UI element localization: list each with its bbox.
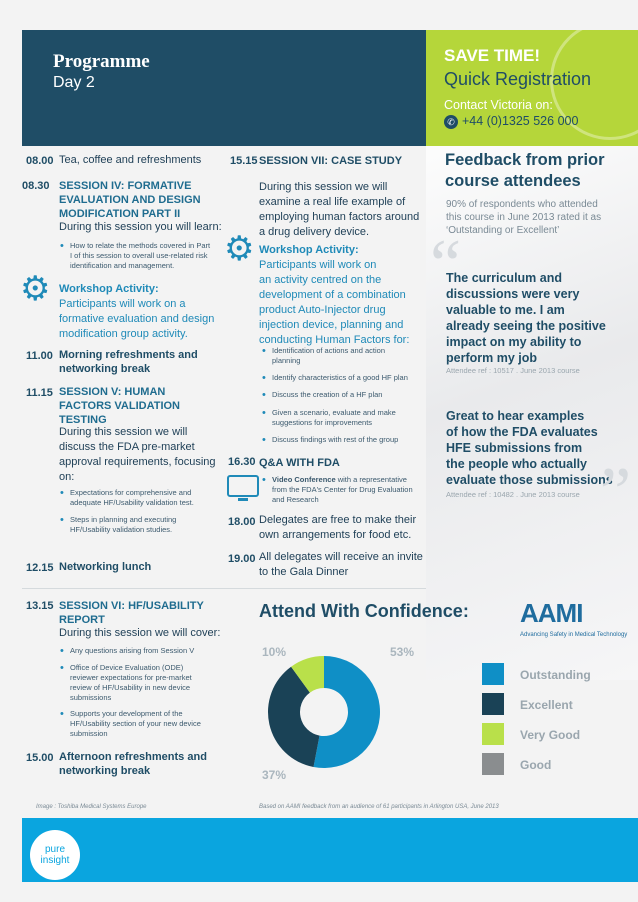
time-1515: 15.15 xyxy=(230,155,258,167)
time-1900: 19.00 xyxy=(228,553,256,565)
bullet-item: • How to relate the methods covered in Part I of this session to overall use-related risk identification and management. xyxy=(70,241,210,271)
quote-line: the people who actually xyxy=(446,457,587,471)
pure-insight-logo: pure insight xyxy=(30,830,80,880)
monitor-icon xyxy=(226,474,260,504)
footer-bar xyxy=(22,818,638,882)
legend-label: Good xyxy=(520,758,552,772)
time-0800: 08.00 xyxy=(26,155,54,167)
time-0830: 08.30 xyxy=(22,180,50,192)
divider xyxy=(22,588,426,589)
programme-day: Day 2 xyxy=(53,74,95,91)
quote-line: already seeing the positive xyxy=(446,319,606,333)
session-title: Networking lunch xyxy=(59,561,152,573)
session-description: All delegates will receive an invite to the Gala Dinner xyxy=(259,551,423,578)
testimonial-quote xyxy=(446,408,613,488)
rating-donut-chart xyxy=(266,642,426,782)
legend-label: Outstanding xyxy=(520,668,591,682)
quote-line: HFE submissions from xyxy=(446,441,583,455)
image-credit: Image : Toshiba Medical Systems Europe xyxy=(36,804,147,810)
bullet-item: • Identify characteristics of a good HF plan xyxy=(272,373,408,383)
pie-label: 37% xyxy=(262,768,287,782)
confidence-title: Attend With Confidence: xyxy=(259,601,469,621)
session-title: Afternoon refreshments and networking break xyxy=(59,751,207,777)
aami-tagline: Advancing Safety in Medical Technology xyxy=(520,632,628,638)
attendee-ref: Attendee ref : 10517 . June 2013 course xyxy=(446,366,580,375)
time-1100: 11.00 xyxy=(26,350,53,362)
bullet-item: • Office of Device Evaluation (ODE) reviewer expectations for pre-market review of HF/Usability in new device submissions xyxy=(70,663,192,703)
phone-icon: ✆ xyxy=(444,115,458,129)
quote-line: Great to hear examples xyxy=(446,409,585,423)
bullet-item: • Expectations for comprehensive and adequate HF/Usability validation test. xyxy=(70,488,194,508)
quote-line: of how the FDA evaluates xyxy=(446,425,598,439)
workshop-activity: Workshop Activity: Participants will work on an activity centred on the development of a combination product Auto-Injector drug injection device, planning and conducting Human Factors for: xyxy=(259,244,410,346)
session-title: SESSION IV: FORMATIVE EVALUATION AND DESIGN MODIFICATION PART II xyxy=(59,180,201,220)
pie-label: 10% xyxy=(262,645,287,659)
feedback-title: Feedback from prior course attendees xyxy=(445,151,605,190)
close-quote-icon: ” xyxy=(600,454,632,531)
quote-line: discussions were very xyxy=(446,287,580,301)
bullet-item: • Any questions arising from Session V xyxy=(70,646,194,656)
legend-label: Excellent xyxy=(520,698,573,712)
bullet-item: • Supports your development of the HF/Usability section of your new device submission xyxy=(70,709,201,739)
chart-caption: Based on AAMI feedback from an audience of 61 participants in Arlington USA, June 2013 xyxy=(259,804,499,810)
bullet-item: • Video Conference with a representative from the FDA's Center for Drug Evaluation and Research xyxy=(272,475,413,505)
time-1215: 12.15 xyxy=(26,562,54,574)
workshop-activity: Workshop Activity: Participants will work on a formative evaluation and design modification group activity. xyxy=(59,283,215,340)
session-title: SESSION V: HUMAN FACTORS VALIDATION TESTING xyxy=(59,386,180,426)
session-title: SESSION VII: CASE STUDY xyxy=(259,155,403,167)
bullet-item: • Discuss findings with rest of the group xyxy=(272,435,398,445)
session-intro: During this session you will learn: xyxy=(59,221,222,233)
time-1315: 13.15 xyxy=(26,600,54,612)
session-intro: During this session we will cover: xyxy=(59,627,221,639)
bullet-item: • Identification of actions and action planning xyxy=(272,346,385,366)
time-1500: 15.00 xyxy=(26,752,54,764)
contact-label: Contact Victoria on: xyxy=(444,98,553,112)
session-title: Q&A WITH FDA xyxy=(259,457,340,469)
quick-registration: Quick Registration xyxy=(444,69,592,89)
legend-swatch xyxy=(482,693,504,715)
legend-swatch xyxy=(482,753,504,775)
time-1115: 11.15 xyxy=(26,387,53,399)
feedback-stat: 90% of respondents who attended this course in June 2013 rated it as ‘Outstanding or Excellent’ xyxy=(446,199,602,236)
session-description: During this session we will examine a real life example of employing human factors around a drug delivery device. xyxy=(259,181,420,238)
bullet-item: • Given a scenario, evaluate and make suggestions for improvements xyxy=(272,408,396,428)
quote-line: evaluate those submissions xyxy=(446,473,613,487)
quote-line: impact on my ability to xyxy=(446,335,582,349)
session-title: Tea, coffee and refreshments xyxy=(59,154,202,166)
session-title: SESSION VI: HF/USABILITY REPORT xyxy=(59,600,204,626)
bullet-item: • Steps in planning and executing HF/Usability validation studies. xyxy=(70,515,176,535)
programme-title: Programme xyxy=(53,51,150,72)
testimonial-quote xyxy=(446,270,606,366)
legend-label: Very Good xyxy=(520,728,581,742)
gear-icon: ⚙ xyxy=(224,230,255,268)
quote-line: The curriculum and xyxy=(446,271,562,285)
legend-swatch xyxy=(482,663,504,685)
time-1630: 16.30 xyxy=(228,456,256,468)
quote-line: valuable to me. I am xyxy=(446,303,565,317)
time-1800: 18.00 xyxy=(228,516,256,528)
aami-logo: AAMI xyxy=(520,598,583,628)
pie-label: 53% xyxy=(390,645,415,659)
open-quote-icon: “ xyxy=(430,226,462,303)
bullet-item: • Discuss the creation of a HF plan xyxy=(272,390,382,400)
quote-line: perform my job xyxy=(446,351,537,365)
attendee-ref: Attendee ref : 10482 . June 2013 course xyxy=(446,490,580,499)
session-description: Delegates are free to make their own arrangements for food etc. xyxy=(259,514,417,541)
gear-icon: ⚙ xyxy=(20,270,51,308)
session-description: During this session we will discuss the FDA pre-market approval requirements, focusing on: xyxy=(59,426,216,483)
session-title: Morning refreshments and networking break xyxy=(59,349,198,375)
phone-number[interactable]: +44 (0)1325 526 000 xyxy=(462,114,579,128)
legend-swatch xyxy=(482,723,504,745)
save-time-heading: SAVE TIME! xyxy=(444,46,541,65)
